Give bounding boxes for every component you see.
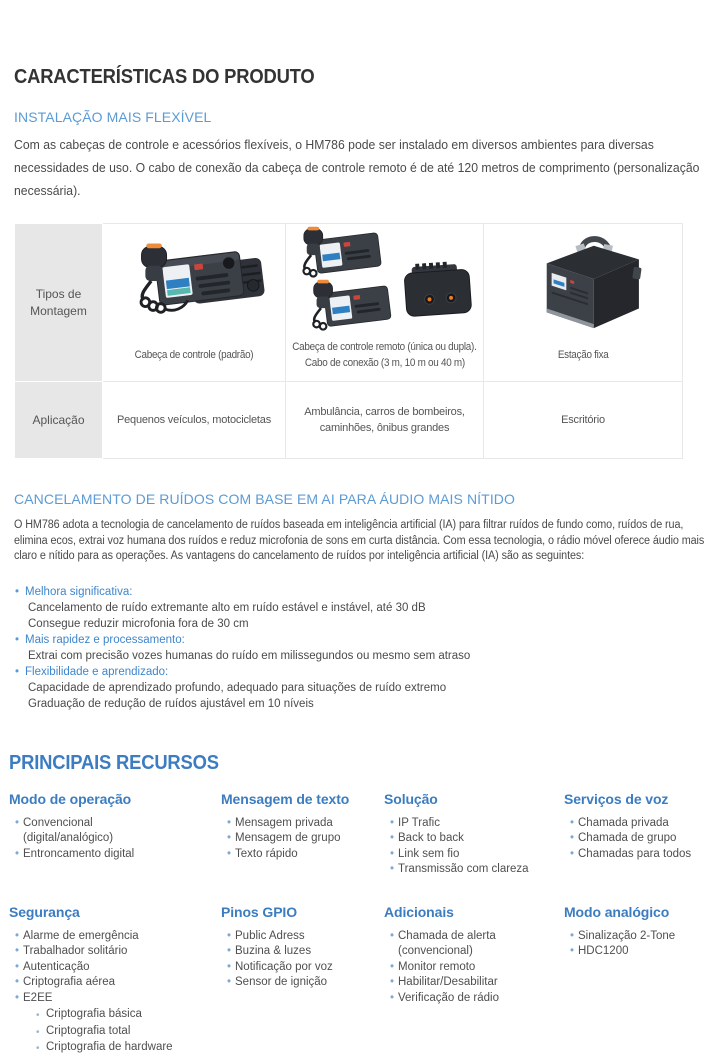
feature-item: • Notificação por voz	[221, 960, 384, 976]
feature-item: • Monitor remoto	[384, 960, 564, 976]
feature-item: • Trabalhador solitário	[9, 944, 221, 960]
feature-item: • Mensagem privada	[221, 816, 384, 832]
mount-table	[14, 223, 683, 459]
feature-item: • Chamada de alerta (convencional)	[384, 929, 564, 960]
features-grid	[9, 791, 705, 1057]
installation-paragraph: Com as cabeças de controle e acessórios flexíveis, o HM786 pode ser instalado em diversos ambientes para diversas necessidades de uso. O cabo de conexão da cabeça de controle remoto é de até 120 metros de comprimento (personalização necessária).	[14, 137, 700, 198]
feature-item: • Sensor de ignição	[221, 975, 384, 991]
feature-group-modo-de-operacao: Modo de operação • Convencional (digital/analógico) • Entroncamento digital	[9, 791, 221, 878]
feature-item: • Chamadas para todos	[564, 847, 714, 863]
feature-group-servicos-de-voz: Serviços de voz • Chamada privada • Chamada de grupo • Chamadas para todos	[564, 791, 714, 878]
feature-item: • Sinalização 2-Tone	[564, 929, 714, 945]
page-title: CARACTERÍSTICAS DO PRODUTO	[14, 66, 315, 88]
advantage-item: • Mais rapidez e processamento: Extrai com precisão vozes humanas do ruído em milissegundos ou mesmo sem atraso	[14, 632, 705, 664]
feature-item: • Transmissão com clareza	[384, 862, 564, 878]
control-head-standard-photo	[103, 225, 285, 337]
feature-item: • Link sem fio	[384, 847, 564, 863]
feature-item: • Habilitar/Desabilitar	[384, 975, 564, 991]
section-noise-cancellation	[14, 491, 705, 712]
feature-item: • Chamada de grupo	[564, 831, 714, 847]
noise-heading: CANCELAMENTO DE RUÍDOS COM BASE EM AI PARA ÁUDIO MAIS NÍTIDO	[14, 491, 516, 507]
feature-group-seguranca: Segurança • Alarme de emergência • Trabalhador solitário • Autenticação • Criptografia aérea • E2EE • Criptografia básica • Criptografia total • Criptografia de hardware	[9, 904, 221, 1057]
caption-standard: Cabeça de controle (padrão)	[134, 349, 254, 361]
feature-subitem: • Criptografia básica	[36, 1007, 173, 1024]
application-standard: Pequenos veículos, motocicletas	[103, 382, 286, 459]
cell-fixed-station	[484, 224, 683, 382]
remote-control-heads-photo	[286, 225, 483, 337]
feature-item: • Buzina & luzes	[221, 944, 384, 960]
advantage-item: • Flexibilidade e aprendizado: Capacidade de aprendizado profundo, adequado para situações de ruído extremo Graduação de redução de ruídos ajustável em 10 níveis	[14, 664, 705, 712]
feature-group-modo-analogico: Modo analógico • Sinalização 2-Tone • HDC1200	[564, 904, 714, 1057]
feature-item: • Public Adress	[221, 929, 384, 945]
feature-group-mensagem-de-texto: Mensagem de texto • Mensagem privada • Mensagem de grupo • Texto rápido	[221, 791, 384, 878]
feature-item: • HDC1200	[564, 944, 714, 960]
feature-item: • Mensagem de grupo	[221, 831, 384, 847]
cell-control-head-standard	[103, 224, 286, 382]
caption-remote: Cabeça de controle remoto (única ou dupla). Cabo de conexão (3 m, 10 m ou 40 m)	[292, 341, 477, 369]
feature-subitem: • Criptografia total	[36, 1024, 173, 1041]
feature-item: • Back to back	[384, 831, 564, 847]
feature-item: • IP Trafic	[384, 816, 564, 832]
application-label: Aplicação	[15, 382, 103, 459]
installation-heading: INSTALAÇÃO MAIS FLEXÍVEL	[14, 109, 212, 125]
feature-item: • Verificação de rádio	[384, 991, 564, 1007]
application-remote: Ambulância, carros de bombeiros, caminhões, ônibus grandes	[286, 382, 484, 459]
caption-fixed-station: Estação fixa	[557, 349, 609, 361]
feature-item: • Convencional (digital/analógico)	[9, 816, 221, 847]
advantage-item: • Melhora significativa: Cancelamento de ruído extremante alto em ruído estável e instável, até 30 dB Consegue reduzir microfonia fora de 30 cm	[14, 584, 705, 632]
cell-control-head-remote	[286, 224, 484, 382]
feature-item: • Alarme de emergência	[9, 929, 221, 945]
feature-item: • Chamada privada	[564, 816, 714, 832]
feature-subitem: • Criptografia de hardware	[36, 1040, 173, 1057]
feature-item: • E2EE • Criptografia básica • Criptografia total • Criptografia de hardware	[9, 991, 221, 1057]
feature-item: • Entroncamento digital	[9, 847, 221, 863]
section-installation	[14, 109, 705, 202]
fixed-station-photo	[484, 225, 682, 337]
feature-group-adicionais: Adicionais • Chamada de alerta (convencional) • Monitor remoto • Habilitar/Desabilitar • Verificação de rádio	[384, 904, 564, 1057]
mount-types-label: Tipos de Montagem	[15, 224, 103, 382]
features-heading: PRINCIPAIS RECURSOS	[9, 751, 219, 774]
e2ee-sublist	[23, 1007, 173, 1057]
feature-group-solucao: Solução • IP Trafic • Back to back • Link sem fio • Transmissão com clareza	[384, 791, 564, 878]
noise-advantages-list	[14, 584, 705, 712]
feature-group-pinos-gpio: Pinos GPIO • Public Adress • Buzina & luzes • Notificação por voz • Sensor de ignição	[221, 904, 384, 1057]
feature-item: • Autenticação	[9, 960, 221, 976]
feature-item: • Criptografia aérea	[9, 975, 221, 991]
application-fixed-station: Escritório	[484, 382, 683, 459]
noise-paragraph: O HM786 adota a tecnologia de cancelamento de ruídos baseada em inteligência artificial (IA) para filtrar ruídos de fundo como, ruídos de rua, elimina ecos, extrai voz humana dos ruídos e reduz microfonia de sons em curta distância. Com essa tecnologia, o rádio móvel oferece áudio mais claro e nítido para as operações. As vantagens do cancelamento de ruídos por inteligência artificial (IA) são as seguintes:	[14, 519, 705, 562]
feature-item: • Texto rápido	[221, 847, 384, 863]
